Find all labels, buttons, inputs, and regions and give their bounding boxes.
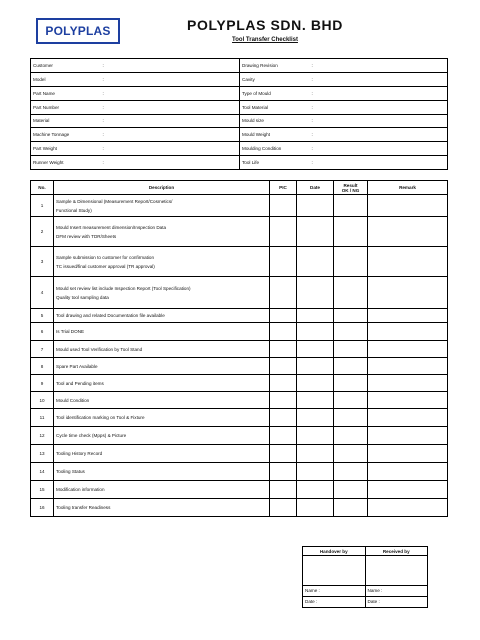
info-colon: : (310, 114, 330, 128)
item-number: 15 (31, 481, 54, 499)
info-colon: : (310, 59, 330, 73)
date-field[interactable] (297, 375, 334, 392)
item-number: 2 (31, 217, 54, 247)
remark-field[interactable] (368, 463, 448, 481)
item-number: 8 (31, 358, 54, 375)
column-header-description: Description (54, 181, 270, 195)
result-field[interactable] (334, 445, 368, 463)
remark-field[interactable] (368, 323, 448, 341)
info-label: Material (31, 114, 101, 128)
info-label: Model (31, 72, 101, 86)
info-colon: : (310, 128, 330, 142)
info-row (31, 100, 448, 114)
date-field[interactable] (297, 277, 334, 309)
info-label: Drawing Revision (240, 59, 310, 73)
info-colon: : (101, 72, 121, 86)
remark-field[interactable] (368, 481, 448, 499)
info-value-field[interactable] (121, 128, 240, 142)
item-number: 7 (31, 341, 54, 358)
date-field[interactable] (297, 217, 334, 247)
column-header-remark: Remark (368, 181, 448, 195)
remark-field[interactable] (368, 341, 448, 358)
description-line: Tool identification marking on Tool & Fixture (56, 415, 145, 420)
info-row (31, 59, 448, 73)
date-field[interactable] (297, 445, 334, 463)
info-value-field[interactable] (330, 128, 448, 142)
remark-field[interactable] (368, 217, 448, 247)
pic-field[interactable] (270, 427, 297, 445)
date-field[interactable] (297, 195, 334, 217)
description-line: Quality tool sampling data (56, 294, 109, 300)
checklist-row (31, 277, 448, 309)
item-description (54, 392, 270, 409)
description-line: Tooling History Record (56, 451, 103, 456)
description-line: Sample submission to customer for confirmation (56, 254, 155, 260)
item-number: 1 (31, 195, 54, 217)
item-description (54, 409, 270, 427)
handover-signature-field[interactable] (303, 556, 366, 585)
info-value-field[interactable] (121, 86, 240, 100)
checklist-row (31, 375, 448, 392)
result-field[interactable] (334, 392, 368, 409)
result-field[interactable] (334, 323, 368, 341)
info-value-field[interactable] (121, 72, 240, 86)
pic-field[interactable] (270, 375, 297, 392)
info-label: Mould size (240, 114, 310, 128)
info-value-field[interactable] (330, 156, 448, 170)
item-number: 12 (31, 427, 54, 445)
checklist-table (30, 180, 448, 517)
pic-field[interactable] (270, 358, 297, 375)
checklist-row (31, 445, 448, 463)
column-header-pic: PIC (270, 181, 297, 195)
item-description (54, 375, 270, 392)
item-number: 3 (31, 247, 54, 277)
checklist-header-row (31, 181, 448, 195)
date-field[interactable] (297, 427, 334, 445)
remark-field[interactable] (368, 499, 448, 517)
description-line: Functional Study) (56, 207, 92, 213)
checklist-row (31, 481, 448, 499)
item-description (54, 481, 270, 499)
item-description (54, 499, 270, 517)
pic-field[interactable] (270, 341, 297, 358)
item-description (54, 309, 270, 323)
item-number: 13 (31, 445, 54, 463)
description-line: Mould set review list include Inspection Report (Tool Specification) (56, 285, 191, 291)
description-line: TC issued/final customer approval (TR approval) (56, 263, 155, 269)
info-colon: : (310, 100, 330, 114)
pic-field[interactable] (270, 309, 297, 323)
info-row (31, 156, 448, 170)
item-description (54, 463, 270, 481)
handover-name-label: Name : (303, 585, 366, 596)
received-signature-field[interactable] (365, 556, 428, 585)
info-value-field[interactable] (330, 59, 448, 73)
item-number: 16 (31, 499, 54, 517)
info-colon: : (310, 72, 330, 86)
info-colon: : (101, 114, 121, 128)
pic-field[interactable] (270, 463, 297, 481)
pic-field[interactable] (270, 499, 297, 517)
description-line: Tooling transfer Readiness (56, 505, 111, 510)
remark-field[interactable] (368, 409, 448, 427)
description-line: Is Trial DONE (56, 329, 85, 334)
info-row (31, 142, 448, 156)
info-label: Part Weight (31, 142, 101, 156)
item-description (54, 277, 270, 309)
checklist-row (31, 463, 448, 481)
description-line: Tool drawing and related Documentation file available (56, 313, 165, 318)
info-label: Runner Weight (33, 160, 64, 166)
description-line: Mould Condition (56, 397, 90, 403)
pic-field[interactable] (270, 445, 297, 463)
column-header-result: Result OK / NG (334, 181, 368, 195)
info-row (31, 72, 448, 86)
info-row (31, 128, 448, 142)
date-field[interactable] (297, 409, 334, 427)
handover-by-label: Handover by (303, 547, 366, 556)
info-label: Tool Life (242, 160, 260, 166)
remark-field[interactable] (368, 392, 448, 409)
result-field[interactable] (334, 195, 368, 217)
info-value-field[interactable] (330, 114, 448, 128)
info-row (31, 86, 448, 100)
handover-date-label: Date : (303, 596, 366, 607)
remark-field[interactable] (368, 358, 448, 375)
remark-field[interactable] (368, 277, 448, 309)
item-description (54, 341, 270, 358)
info-label: Tool Material (240, 100, 310, 114)
item-description (54, 323, 270, 341)
checklist-row (31, 217, 448, 247)
item-description (54, 427, 270, 445)
info-value-field[interactable] (121, 114, 240, 128)
date-field[interactable] (297, 481, 334, 499)
description-line: Spare Part Available (56, 363, 98, 369)
column-header-no: No. (31, 181, 54, 195)
company-name: POLYPLAS SDN. BHD (187, 17, 343, 33)
item-number: 5 (31, 309, 54, 323)
pic-field[interactable] (270, 277, 297, 309)
info-colon: : (101, 86, 121, 100)
info-value-field[interactable] (121, 100, 240, 114)
company-logo (36, 18, 120, 44)
remark-field[interactable] (368, 195, 448, 217)
info-label: Part Name (31, 86, 101, 100)
info-value-field[interactable] (330, 86, 448, 100)
info-value-field[interactable] (121, 142, 240, 156)
result-field[interactable] (334, 409, 368, 427)
column-header-date: Date (297, 181, 334, 195)
description-line: Mould Insert measurement dimension/Inspection Data (56, 224, 167, 230)
pic-field[interactable] (270, 481, 297, 499)
checklist-row (31, 309, 448, 323)
received-date-label: Date : (367, 599, 380, 605)
result-field[interactable] (334, 341, 368, 358)
info-label: Type of Mould (240, 86, 310, 100)
pic-field[interactable] (270, 392, 297, 409)
info-colon: : (101, 59, 121, 73)
checklist-row (31, 247, 448, 277)
description-line: Tool and Pending items (56, 380, 104, 386)
info-label: Cavity (240, 72, 310, 86)
received-name-label: Name : (365, 585, 428, 596)
checklist-row (31, 392, 448, 409)
checklist-row (31, 427, 448, 445)
description-line: Mould used Tool Verification by Tool Stand (56, 346, 143, 352)
signature-box (302, 546, 428, 608)
checklist-row (31, 195, 448, 217)
info-value-field[interactable] (330, 72, 448, 86)
description-line: Sample & Dimensional (Measurement Report/Cosmetics/ (56, 198, 173, 204)
info-colon: : (102, 160, 104, 166)
info-colon: : (311, 160, 313, 166)
date-field[interactable] (297, 341, 334, 358)
date-field[interactable] (297, 247, 334, 277)
result-field[interactable] (334, 247, 368, 277)
date-field[interactable] (297, 323, 334, 341)
description-line: Cycle time check (Mpps) & Picture (56, 433, 127, 438)
checklist-row (31, 409, 448, 427)
info-value-field[interactable] (330, 100, 448, 114)
remark-field[interactable] (368, 445, 448, 463)
result-field[interactable] (334, 499, 368, 517)
date-field[interactable] (297, 358, 334, 375)
result-field[interactable] (334, 358, 368, 375)
document-title: Tool Transfer Checklist (232, 37, 298, 43)
checklist-row (31, 323, 448, 341)
item-description (54, 445, 270, 463)
item-number: 6 (31, 323, 54, 341)
received-by-label: Received by (365, 547, 428, 556)
remark-field[interactable] (368, 247, 448, 277)
checklist-row (31, 341, 448, 358)
info-colon: : (310, 142, 330, 156)
info-label: Machine Tonnage (31, 128, 101, 142)
result-field[interactable] (334, 309, 368, 323)
info-value-field[interactable] (121, 156, 240, 170)
pic-field[interactable] (270, 323, 297, 341)
item-number: 14 (31, 463, 54, 481)
date-field[interactable] (297, 499, 334, 517)
result-field[interactable] (334, 481, 368, 499)
item-description (54, 195, 270, 217)
item-number: 4 (31, 277, 54, 309)
info-label: Customer (31, 59, 101, 73)
item-number: 11 (31, 409, 54, 427)
pic-field[interactable] (270, 247, 297, 277)
info-row (31, 114, 448, 128)
remark-field[interactable] (368, 375, 448, 392)
checklist-row (31, 499, 448, 517)
item-number: 9 (31, 375, 54, 392)
info-colon: : (101, 100, 121, 114)
result-field[interactable] (334, 277, 368, 309)
info-value-field[interactable] (121, 59, 240, 73)
date-field[interactable] (297, 392, 334, 409)
info-colon: : (310, 86, 330, 100)
date-field[interactable] (297, 463, 334, 481)
item-description (54, 247, 270, 277)
result-field[interactable] (334, 375, 368, 392)
pic-field[interactable] (270, 195, 297, 217)
logo-text: POLYPLAS (45, 24, 111, 38)
description-line: Tooling Status (56, 469, 85, 474)
pic-field[interactable] (270, 217, 297, 247)
info-value-field[interactable] (330, 142, 448, 156)
checklist-row (31, 358, 448, 375)
info-label: Moulding Condition (240, 142, 310, 156)
description-line: DFM review with TDR/Sheets (56, 233, 117, 239)
info-label: Part Number (31, 100, 101, 114)
description-line: Modification information (56, 487, 105, 492)
info-colon: : (101, 128, 121, 142)
remark-field[interactable] (368, 309, 448, 323)
result-field[interactable] (334, 217, 368, 247)
result-field[interactable] (334, 427, 368, 445)
item-description (54, 217, 270, 247)
remark-field[interactable] (368, 427, 448, 445)
date-field[interactable] (297, 309, 334, 323)
pic-field[interactable] (270, 409, 297, 427)
info-colon: : (101, 142, 121, 156)
tool-info-table (30, 58, 448, 170)
info-label: Mould Weight (240, 128, 310, 142)
item-description (54, 358, 270, 375)
result-field[interactable] (334, 463, 368, 481)
item-number: 10 (31, 392, 54, 409)
